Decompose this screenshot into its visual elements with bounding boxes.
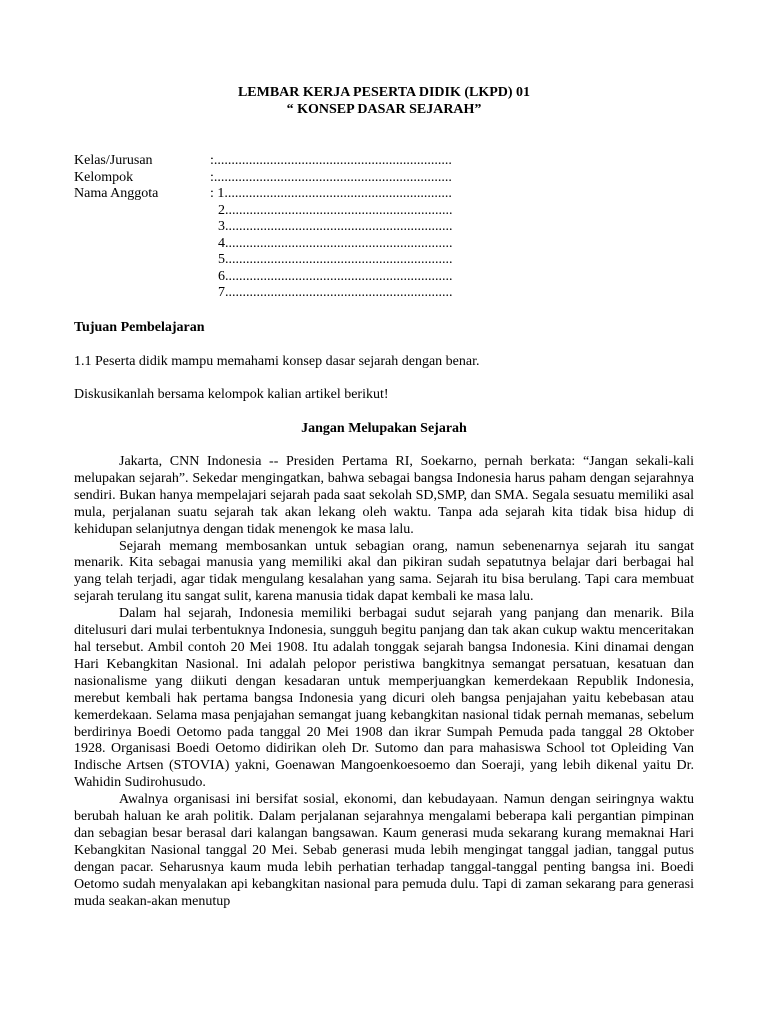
member-line-3: 3.................................................................	[218, 219, 453, 234]
instruction-text: Diskusikanlah bersama kelompok kalian artikel berikut!	[74, 387, 389, 402]
member-line-4: 4.................................................................	[218, 235, 453, 251]
nama-anggota-label: Nama Anggota	[74, 186, 159, 201]
article-title: Jangan Melupakan Sejarah	[301, 421, 467, 436]
tujuan-heading: Tujuan Pembelajaran	[74, 320, 205, 335]
member-line-5: 5.................................................................	[218, 252, 453, 267]
article-paragraph: Dalam hal sejarah, Indonesia memiliki berbagai sudut sejarah yang panjang dan menarik. Bila ditelusuri dari mulai terbentuknya Indonesia, sungguh begitu panjang dan tak akan cukup waktu menceritakan hal tersebut. Ambil contoh 20 Mei 1908. Itu adalah tonggak sejarah bangsa Indonesia. Kini dinamai dengan Hari Kebangkitan Nasional. Ini adalah pelopor peristiwa bangkitnya semangat persatuan, kesatuan dan nasionalisme yang diikuti dengan kesadaran untuk memperjuangkan kemerdekaan Republik Indonesia, merebut kembali hak pertama bangsa Indonesia yang dicuri oleh bangsa penjajahan yaitu kebebasan atau kemerdekaan. Selama masa penjajahan semangat juang kebangkitan nasional tidak pernah memanas, sebelum berdirinya Boedi Oetomo pada tanggal 20 Mei 1908 dan ikrar Sumpah Pemuda pada tanggal 28 Oktober 1928. Organisasi Boedi Oetomo didirikan oleh Dr. Sutomo dan para mahasiswa School tot Opleiding Van Indische Artsen (STOVIA) yakni, Goenawan Mangoenkoesoemo dan Soeraji, yang lebih dikenal yaitu Dr. Wahidin Sudirohusudo.	[74, 606, 694, 791]
kelompok-blank: :....................................................................	[210, 169, 452, 185]
worksheet-subtitle: “ KONSEP DASAR SEJARAH”	[286, 102, 482, 117]
article-body	[74, 454, 694, 910]
kelas-label: Kelas/Jurusan	[74, 153, 153, 168]
article-paragraph: Awalnya organisasi ini bersifat sosial, ekonomi, dan kebudayaan. Namun dengan seiringnya waktu berubah haluan ke arah politik. Dalam perjalanan sejarahnya mengalami beberapa kali pergantian pimpinan dan sebagian besar berasal dari kalangan bangsawan. Kaum generasi muda sekarang kurang memaknai Hari Kebangkitan Nasional tanggal 20 Mei. Sebab generasi muda lebih mengingat tanggal jadian, tanggal putus dengan pacar. Seharusnya kaum muda lebih perhatian terhadap tanggal-tanggal penting bangsa ini. Boedi Oetomo sudah menyalakan api kebangkitan nasional para pemuda dulu. Tapi di zaman sekarang para generasi muda seakan-akan menutup	[74, 792, 694, 909]
worksheet-title: LEMBAR KERJA PESERTA DIDIK (LKPD) 01	[237, 85, 531, 100]
member-line-7: 7.................................................................	[218, 285, 453, 300]
kelompok-label: Kelompok	[74, 169, 134, 185]
member-line-6: 6.................................................................	[218, 268, 453, 284]
member-line-2: 2.................................................................	[218, 202, 453, 218]
article-paragraph: Jakarta, CNN Indonesia -- Presiden Pertama RI, Soekarno, pernah berkata: “Jangan sekali-kali melupakan sejarah”. Sekedar mengingatkan, bahwa sebagai bangsa Indonesia harus paham dengan sejarahnya sendiri. Bukan hanya mempelajari sejarah pada saat sekolah SD,SMP, dan SMA. Segala sesuatu memiliki asal mula, perjalanan suatu sejarah tak akan lekang oleh waktu. Tanpa ada sejarah kita tidak bisa hidup di kehidupan selanjutnya dengan tidak menengok ke masa lalu.	[74, 454, 694, 537]
tujuan-item: 1.1 Peserta didik mampu memahami konsep dasar sejarah dengan benar.	[74, 354, 480, 369]
member-line-1: : 1.................................................................	[210, 186, 452, 201]
kelas-blank: :....................................................................	[210, 153, 452, 168]
article-paragraph: Sejarah memang membosankan untuk sebagian orang, namun sebenenarnya sejarah itu sangat menarik. Kita sebagai manusia yang memiliki akal dan pikiran sudah sepatutnya belajar dari berbagai hal yang telah terjadi, agar tidak mengulang kesalahan yang sama. Sejarah itu bisa berulang. Tapi cara membuat sejarah terulang itu sangat sulit, karena manusia tidak dapat kembali ke masa lalu.	[74, 538, 694, 605]
